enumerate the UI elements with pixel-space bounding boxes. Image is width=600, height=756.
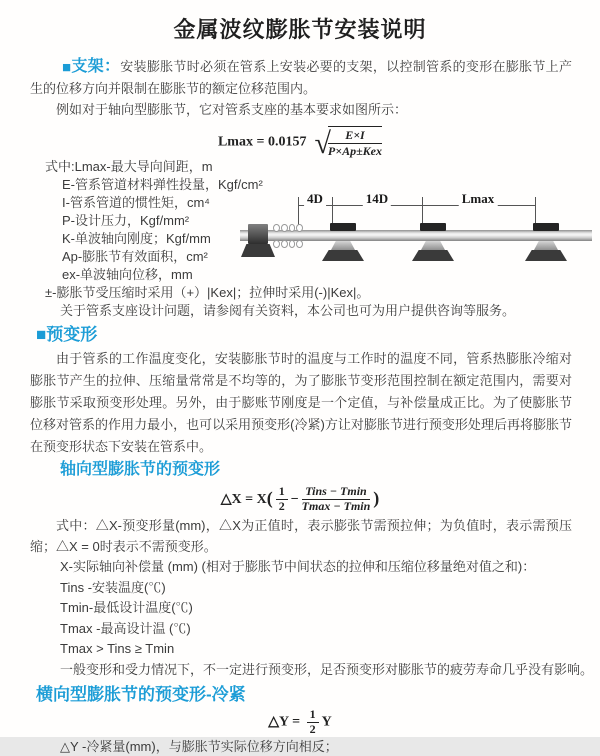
support-pedestal [412, 250, 454, 261]
lmax-formula-lhs: Lmax = 0.0157 [217, 134, 307, 150]
dimension-label-4d: 4D [304, 191, 326, 207]
formula-numerator: E×I [328, 128, 382, 144]
dimension-label-14d: 14D [363, 191, 391, 207]
section-square-icon: ■ [36, 325, 47, 344]
definition-line: X-实际轴向补偿量 (mm) (相对于膨胀节中间状态的拉伸和压缩位移量绝对值之和)： [60, 559, 536, 574]
support-note: 关于管系支座设计问题，请参阅有关资料，本公司也可为用户提供咨询等服务。 [60, 303, 516, 318]
preform-heading [36, 324, 600, 346]
support-heading: 支架： [71, 58, 121, 75]
support-saddle [421, 241, 445, 250]
definition-line: Tmin-最低设计温度(℃) [60, 600, 193, 615]
lmax-formula [0, 126, 600, 161]
preform-heading-label: 预变形 [46, 325, 98, 344]
lateral-preform-heading: 横向型膨胀节的预变形-冷紧 [36, 685, 246, 704]
support-pedestal [322, 250, 364, 261]
radical-sign: √ [314, 127, 331, 161]
definition-line: E-管系管道材料弹性投量，Kgf/cm² [62, 177, 263, 192]
anchor-support-base [241, 244, 275, 257]
lateral-note-text: △Y -冷紧量(mm)，与膨胀节实际位移方向相反； [60, 739, 338, 754]
page-title: 金属波纹膨胀节安装说明 [173, 17, 427, 42]
definition-line: K-单波轴向刚度；Kgf/mm [62, 231, 211, 246]
axial-definitions [60, 557, 600, 680]
lateral-formula-rhs: Y [321, 714, 332, 730]
pipe-clamp [533, 223, 559, 231]
preform-paragraph: 由于管系的工作温度变化，安装膨胀节时的温度与工作时的温度不同，管系热膨胀冷缩对膨胀节产生的拉伸、压缩量常常是不均等的，为了膨胀节变形范围控制在额定范围内，需要对膨胀节采取预变形处理。另外，由于膨账节刚度是一个定值，与补偿量成正比。为了使膨胀节位移对管系的作用力最小，也可以采用预变形(冷紧)方让对膨胀节进行预变形处理后再将膨胀节在预变形状态下安装在管系中。 [30, 351, 572, 454]
temperature-fraction: $\frac{\text{Tins − Tmin}}{Tmax - Tmin}$ [301, 484, 371, 514]
support-saddle [331, 241, 355, 250]
definition-line: ex-单波轴向位移，mm [62, 267, 193, 282]
one-half-fraction: $\frac{1}{2}$ [307, 708, 319, 737]
bellows-icon [273, 240, 303, 248]
dimension-line [298, 205, 535, 206]
definition-line: I-管系管道的惯性矩，cm⁴ [62, 195, 210, 210]
one-half-fraction: $\frac{1}{2}$ [276, 485, 288, 514]
bellows-icon [273, 224, 303, 232]
support-paragraph [30, 56, 572, 99]
axial-preform-formula: △X = X( $\frac{1}{2}$ − $\frac{\text{Tins − Tmin}}{Tmax - Tmin}$ ) [220, 484, 380, 514]
definition-line: ±-膨胀节受压缩时采用（+）|Kex|；拉伸时采用(-)|Kex|。 [45, 285, 370, 300]
support-example-text: 例如对于轴向型膨胀节，它对管系支座的基本要求如图所示： [56, 102, 408, 117]
axial-formula-lhs: △X = X [220, 492, 267, 507]
sqrt-radical [314, 126, 382, 159]
support-intro-text: 安装膨胀节时必须在管系上安装必要的支架，以控制管系的变形在膨胀节上产生的位移方向并限制在膨胀节的额定位移范围内。 [30, 59, 572, 96]
definition-line: P-设计压力，Kgf/mm² [62, 213, 190, 228]
anchor-support [248, 224, 268, 244]
pipe-clamp [420, 223, 446, 231]
definition-line: Tins -安装温度(℃) [60, 579, 166, 595]
definition-line: 式中:Lmax-最大导向间距，m [45, 159, 213, 174]
definition-line: Ap-膨胀节有效面积，cm² [62, 249, 208, 264]
definition-line: 一般变形和受力情况下，不一定进行预变形，足否预变形对膨胀节的疲劳寿命几乎没有影响。 [60, 661, 594, 677]
support-pedestal [525, 250, 567, 261]
support-saddle [534, 241, 558, 250]
dimension-label-lmax: Lmax [459, 191, 498, 207]
definition-line: Tmax > Tins ≥ Tmin [60, 641, 175, 656]
pipe-support-diagram [240, 193, 598, 293]
formula-denominator: P×Ap±Kex [327, 144, 383, 159]
axial-preform-heading: 轴向型膨胀节的预变形 [60, 461, 221, 478]
lateral-preform-formula [0, 708, 600, 736]
lateral-formula-lhs: △Y = [268, 714, 301, 730]
axial-explain-text: 式中：△X-预变形量(mm)，△X为正值时，表示膨张节需预拉伸；为负值时，表示需预压缩；△X = 0时表示不需预变形。 [30, 518, 572, 554]
section-square-icon: ■ [62, 59, 72, 76]
definition-line: Tmax -最高设计温 (℃) [60, 620, 191, 636]
pipe-clamp [330, 223, 356, 231]
